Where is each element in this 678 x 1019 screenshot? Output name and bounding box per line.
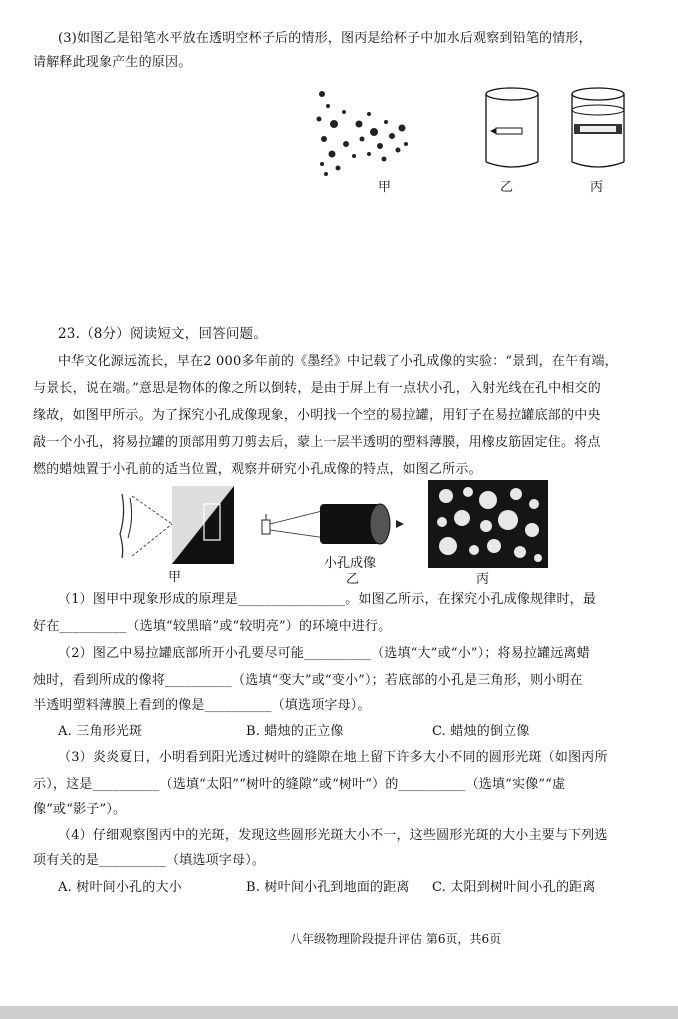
q23-part2-option-a: A. 三角形光斑 [58,724,143,739]
q23-part2-option-b: B. 蜡烛的正立像 [246,724,344,739]
fig-label-yi-q23: 乙 [346,572,360,587]
q23-part4-option-b: B. 树叶间小孔到地面的距离 [246,880,410,895]
q23-part2-line1: （2）图乙中易拉罐底部所开小孔要尽可能__________（选填“大”或“小”）；将易拉罐远离蜡 [58,646,590,661]
figure-bing-water-cup [568,86,628,172]
q23-paragraph-line1: 中华文化源远流长，早在2 000多年前的《墨经》中记载了小孔成像的实验：“景到，在午有端， [58,354,618,369]
figure-jia-pinhole-diagram [112,484,236,566]
q23-part2-option-c: C. 蜡烛的倒立像 [432,724,530,739]
q23-paragraph-line4: 敲一个小孔，将易拉罐的顶部用剪刀剪去后，蒙上一层半透明的塑料薄膜，用橡皮筋固定住。将点 [33,435,601,450]
q23-paragraph-line2: 与景长，说在端。”意思是物体的像之所以倒转，是由于屏上有一点状小孔，入射光线在孔中相交的 [33,381,601,396]
q23-part4-option-c: C. 太阳到树叶间小孔的距离 [432,880,596,895]
q23-paragraph-line5: 燃的蜡烛置于小孔前的适当位置，观察并研究小孔成像的特点，如图乙所示。 [33,462,482,477]
figure-jia-pencil-scatter [314,84,414,179]
q23-part1-line1: （1）图甲中现象形成的原理是________________。如图乙所示，在探究小孔成像规律时，最 [58,592,597,607]
q23-part1-line2: 好在__________（选填“较黑暗”或“较明亮”）的环境中进行。 [33,619,392,634]
q22-part3-line1: (3)如图乙是铅笔水平放在透明空杯子后的情形，图丙是给杯子中加水后观察到铅笔的情形， [58,31,592,46]
fig-caption-pinhole: 小孔成像 [324,556,377,571]
q22-part3-line2: 请解释此现象产生的原因。 [33,55,192,70]
q23-part4-line1: （4）仔细观察图丙中的光斑，发现这些圆形光斑大小不一，这些圆形光斑的大小主要与下列选 [58,828,608,843]
page-footer: 八年级物理阶段提升评估 第6页，共6页 [290,932,502,946]
q23-part3-line2: 示），这是__________（选填“太阳”“树叶的缝隙”或“树叶”）的__________（选填“实像”“虚 [33,777,566,792]
figure-bing-light-spots [428,480,548,568]
fig-label-yi-q22: 乙 [500,180,514,195]
scan-bottom-edge [0,1006,678,1019]
fig-label-jia-q23: 甲 [168,570,182,585]
fig-label-jia-q22: 甲 [378,180,392,195]
q23-heading: 23.（8分）阅读短文，回答问题。 [58,326,267,342]
q23-paragraph-line3: 缘故，如图甲所示。为了探究小孔成像现象，小明找一个空的易拉罐，用钉子在易拉罐底部的中央 [33,408,601,423]
q23-part4-option-a: A. 树叶间小孔的大小 [58,880,182,895]
q23-part3-line1: （3）炎炎夏日，小明看到阳光透过树叶的缝隙在地上留下许多大小不同的圆形光斑（如图丙所 [58,750,608,765]
q23-part4-line2: 项有关的是__________（填选项字母）。 [33,853,266,868]
q23-part3-line3: 像”或“影子”）。 [33,802,127,817]
q23-part2-line3: 半透明塑料薄膜上看到的像是__________（填选项字母）。 [33,698,371,713]
figure-yi-can-candle [258,494,410,554]
fig-label-bing-q23: 丙 [476,572,490,587]
q23-part2-line2: 烛时，看到所成的像将__________（选填“变大”或“变小”）；若底部的小孔是三角形，则小明在 [33,673,583,688]
fig-label-bing-q22: 丙 [590,180,604,195]
figure-yi-empty-cup [482,86,542,172]
